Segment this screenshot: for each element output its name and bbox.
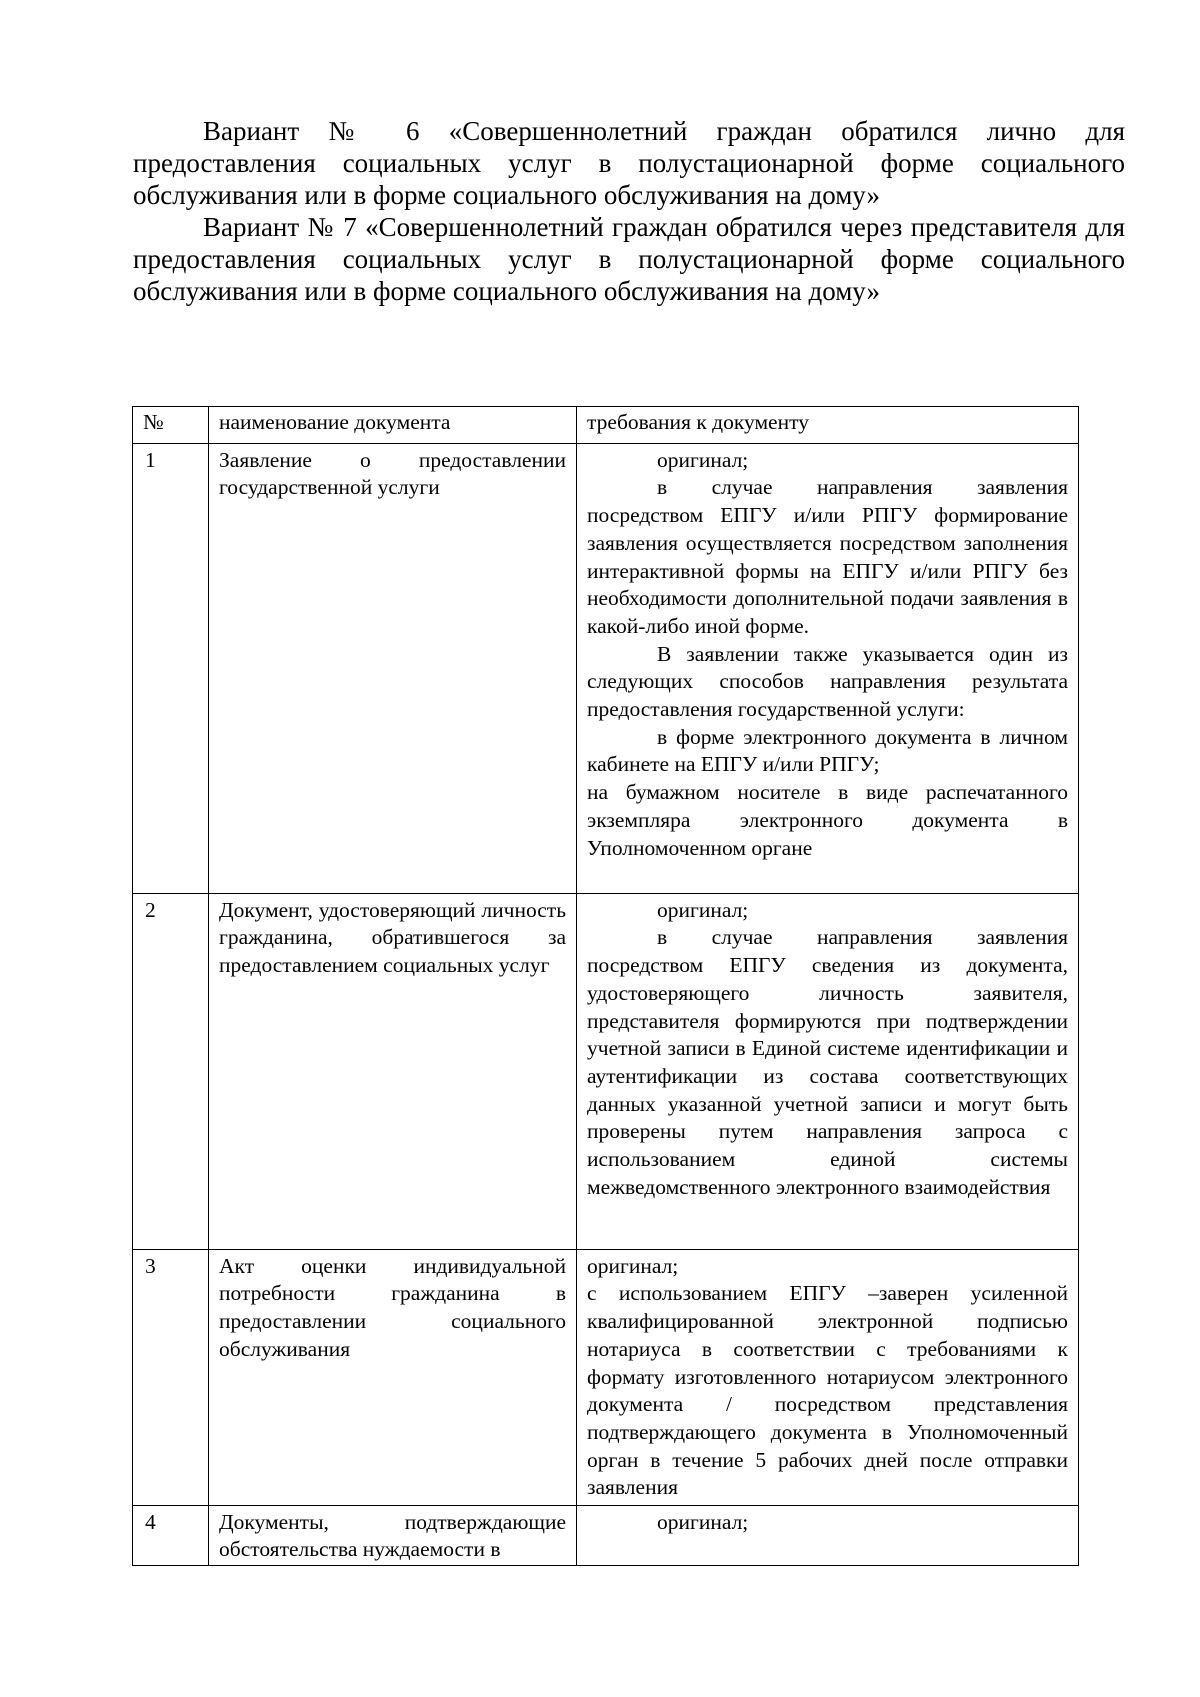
requirement-paragraph: в форме электронного документа в личном кабинете на ЕПГУ и/или РПГУ;: [587, 724, 1068, 777]
document-requirements: [577, 443, 1079, 893]
document-requirements: [577, 1505, 1079, 1565]
variant-7-paragraph: Вариант № 7 «Совершеннолетний граждан обратился через представителя для предоставления социальных услуг в полустационарной форме социального обслуживания или в форме социального обслуживания на дому»: [133, 212, 1125, 306]
table-row: [133, 1505, 1079, 1565]
header-requirements: требования к документу: [577, 407, 1079, 444]
document-requirements: [577, 893, 1079, 1249]
header-number: №: [133, 407, 209, 444]
requirement-paragraph: оригинал;: [657, 447, 749, 472]
table-row: [133, 1249, 1079, 1505]
table-row: [133, 893, 1079, 1249]
requirement-paragraph: оригинал;: [587, 1253, 679, 1278]
row-number: 2: [133, 893, 209, 1249]
intro-text: [133, 115, 1125, 307]
row-number: 3: [133, 1249, 209, 1505]
row-number: 4: [133, 1505, 209, 1565]
document-requirements: [577, 1249, 1079, 1505]
requirement-paragraph: с использованием ЕПГУ –заверен усиленной квалифицированной электронной подписью нотариуса в соответствии с требованиями к формату изготовленного нотариусом электронного документа / посредством представления подтверждающего документа в Уполномоченный орган в течение 5 рабочих дней после отправки заявления: [587, 1281, 1068, 1500]
requirement-paragraph: В заявлении также указывается один из следующих способов направления результата предоставления государственной услуги:: [587, 641, 1068, 722]
document-name: Акт оценки индивидуальной потребности гражданина в предоставлении социального обслуживания: [209, 1249, 577, 1505]
row-number: 1: [133, 443, 209, 893]
table-row: [133, 443, 1079, 893]
requirement-paragraph: в случае направления заявления посредством ЕПГУ и/или РПГУ формирование заявления осуществляется посредством заполнения интерактивной формы на ЕПГУ и/или РПГУ без необходимости дополнительной подачи заявления в какой-либо иной форме.: [587, 475, 1068, 638]
requirement-paragraph: оригинал;: [657, 897, 749, 922]
requirement-paragraph: на бумажном носителе в виде распечатанного экземпляра электронного документа в Уполномоченном органе: [587, 780, 1068, 860]
document-name: [209, 1505, 577, 1565]
header-document-name: наименование документа: [209, 407, 577, 444]
documents-table: [132, 406, 1079, 1566]
document-name-text: Документы, подтверждающие обстоятельства нуждаемости в: [219, 1509, 566, 1562]
document-name: Заявление о предоставлении государственной услуги: [209, 443, 577, 893]
variant-6-paragraph: Вариант № 6 «Совершеннолетний граждан обратился лично для предоставления социальных услуг в полустационарной форме социального обслуживания или в форме социального обслуживания на дому»: [133, 116, 1125, 210]
requirement-paragraph: в случае направления заявления посредством ЕПГУ сведения из документа, удостоверяющего личность заявителя, представителя формируются при подтверждении учетной записи в Единой системе идентификации и аутентификации из состава соответствующих данных указанной учетной записи и могут быть проверены путем направления запроса с использованием единой системы межведомственного электронного взаимодействия: [587, 925, 1068, 1199]
table-header-row: [133, 407, 1079, 444]
requirement-paragraph: оригинал;: [657, 1509, 749, 1534]
document-name: Документ, удостоверяющий личность гражданина, обратившегося за предоставлением социальных услуг: [209, 893, 577, 1249]
